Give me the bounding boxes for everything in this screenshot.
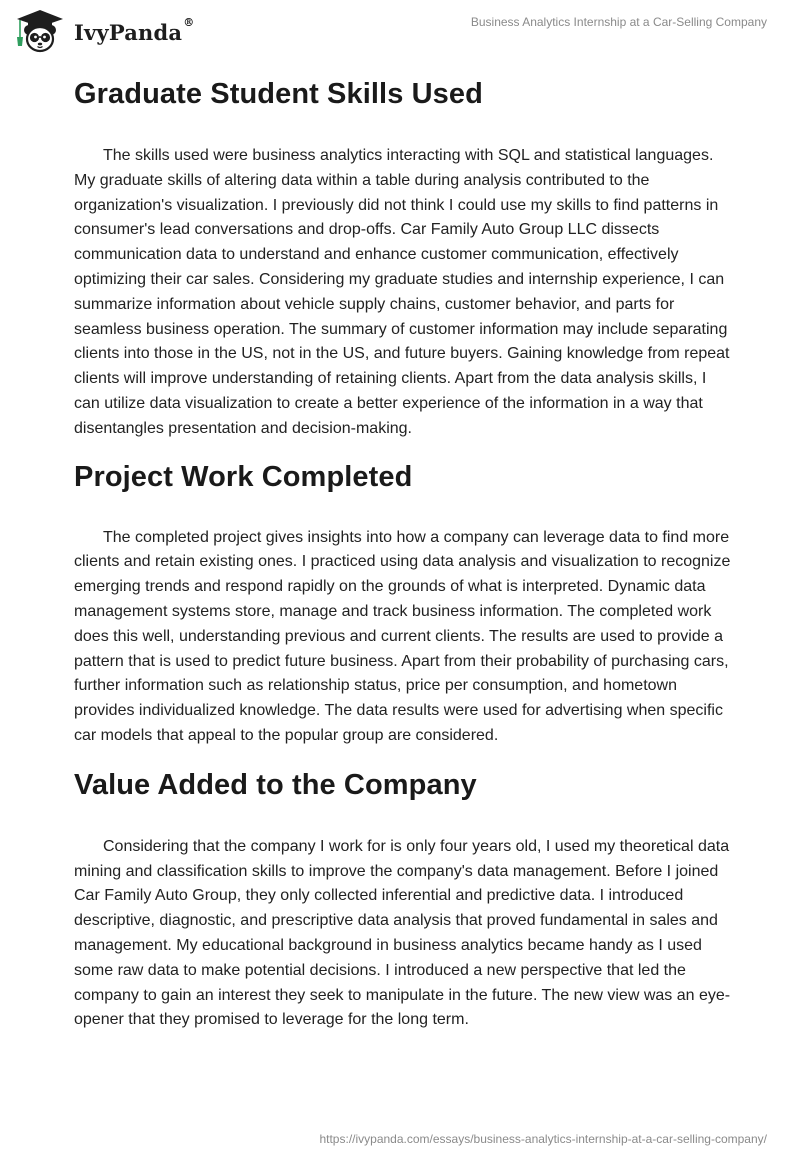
page-header <box>0 0 800 56</box>
section-heading: Project Work Completed <box>74 460 413 493</box>
section-paragraph: The completed project gives insights into how a company can leverage data to find more clients and retain existing ones. I practiced using data analysis and visualization to recognize emerging trends and respond rapidly on the grounds of what is interpreted. Dynamic data management systems store, manage and track business information. The completed work does this well, understanding previous and current clients. The results are used to provide a pattern that is used to predict future business. Apart from their probability of purchasing cars, further information such as relationship status, price per consumption, and hometown provides individualized knowledge. The data results were used for advertising when specific car models that appeal to the popular group are considered. <box>74 528 731 744</box>
section-project-work <box>74 457 734 749</box>
source-url-link[interactable]: https://ivypanda.com/essays/business-analytics-internship-at-a-car-selling-company/ <box>319 1132 767 1146</box>
brand-name <box>74 15 195 45</box>
panda-graduate-icon <box>14 8 66 54</box>
brand-name-text: IvyPanda <box>74 19 183 45</box>
section-heading: Graduate Student Skills Used <box>74 78 483 110</box>
section-value-added <box>74 765 734 1033</box>
registered-mark: ® <box>183 15 195 29</box>
section-paragraph: The skills used were business analytics interacting with SQL and statistical languages. My graduate skills of altering data within a table during analysis contributed to the organization's visualization. I previously did not think I could use my skills to find patterns in consumer's lead conversations and drop-offs. Car Family Auto Group LLC dissects communication data to understand and enhance customer communication, effectively optimizing their car sales. Considering my graduate studies and internship experience, I can summarize information about vehicle supply chains, customer behavior, and parts for seamless business operation. The summary of customer information may include separating clients into those in the US, not in the US, and future buyers. Gaining knowledge from repeat clients will improve understanding of retaining clients. Apart from the data analysis skills, I can utilize data visualization to create a better experience of the information in a way that disentangles presentation and decision-making. <box>74 147 730 437</box>
section-paragraph: Considering that the company I work for is only four years old, I used my theoretical data mining and classification skills to improve the company's data management. Before I joined Car Family Auto Group, they only collected inferential and predictive data. I introduced descriptive, diagnostic, and prescriptive data analysis that proved fundamental in sales and management. My educational background in business analytics became handy as I used some raw data to make potential decisions. I introduced a new perspective that led the company to gain an interest they seek to manipulate in the future. The new view was an eye-opener that they promised to leverage for the long term. <box>74 837 731 1029</box>
document-title: Business Analytics Internship at a Car-Selling Company <box>470 15 767 29</box>
section-graduate-skills <box>74 74 734 442</box>
section-heading: Value Added to the Company <box>74 768 477 801</box>
essay-content <box>74 70 734 1033</box>
brand-logo[interactable] <box>14 8 194 54</box>
